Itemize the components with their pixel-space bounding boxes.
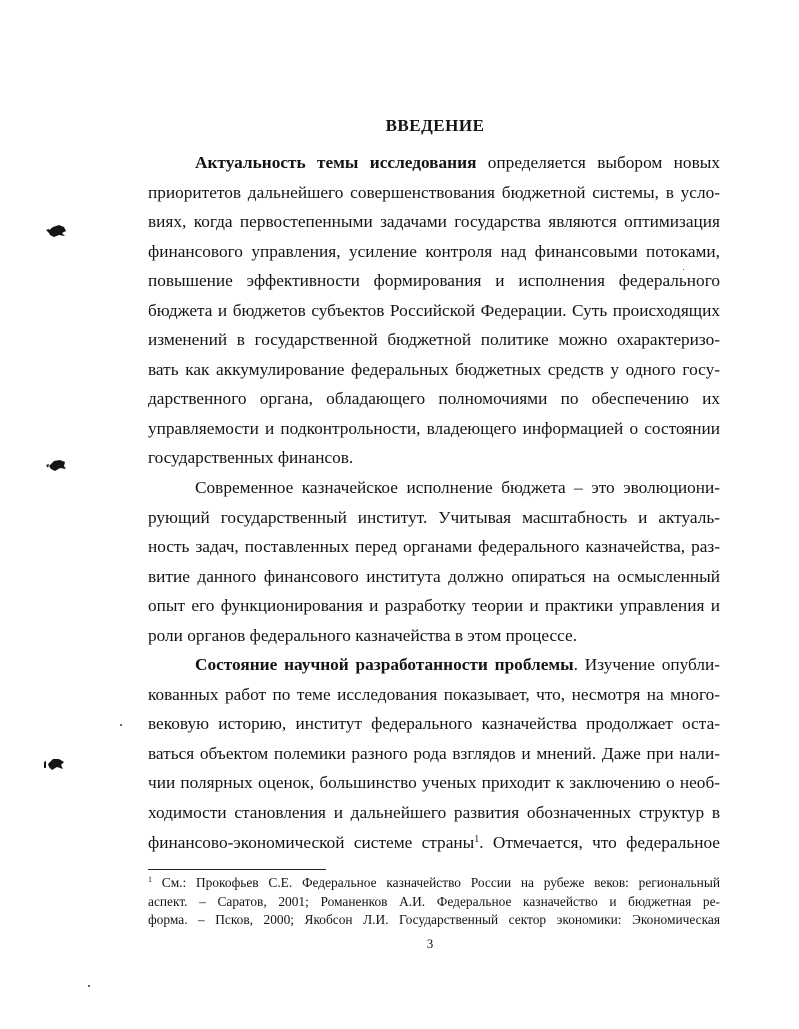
- text-line: витие данного финансового института должно опираться на осмысленный: [148, 566, 720, 586]
- line-text: . Отмечается, что федеральное: [479, 832, 720, 852]
- footnote-line: форма. – Псков, 2000; Якобсон Л.И. Государственный сектор экономики: Экономическая: [148, 912, 720, 928]
- text-line: изменений в государственной бюджетной политике можно охарактеризо-: [148, 330, 720, 350]
- line-text: финансово-экономической системе страны: [148, 832, 475, 852]
- text-line: Современное казначейское исполнение бюджета – это эволюциони-: [195, 478, 720, 498]
- footnote-ref[interactable]: 1: [474, 833, 480, 845]
- text-line: чии полярных оценок, большинство ученых приходит к заключению о необ-: [148, 773, 720, 793]
- footnote-number: 1: [148, 875, 152, 884]
- margin-mark-icon: [46, 458, 68, 472]
- scan-speck: [683, 269, 684, 270]
- bold-heading-research-state: Состояние научной разработанности проблемы: [195, 655, 574, 675]
- text-line: роли органов федерального казначейства в этом процессе.: [148, 625, 578, 645]
- text-line: дарственного органа, обладающего полномочиями по обеспечению их: [148, 389, 720, 409]
- text-line: ходимости становления и дальнейшего развития обозначенных структур в: [148, 803, 720, 823]
- margin-mark-icon: [46, 224, 68, 238]
- text-line: финансового управления, усиление контроля над финансовыми потоками,: [148, 241, 720, 261]
- text-line: повышение эффективности формирования и исполнения федерального: [148, 271, 720, 291]
- margin-mark-icon: [44, 757, 66, 771]
- text-line: ность задач, поставленных перед органами федерального казначейства, раз-: [148, 537, 720, 557]
- text-line: виях, когда первостепенными задачами государства являются оптимизация: [148, 212, 720, 232]
- scan-speck: [88, 985, 90, 987]
- footnote-line: аспект. – Саратов, 2001; Романенков А.И. Федеральное казначейство и бюджетная ре-: [148, 893, 720, 909]
- footnote-separator: [148, 869, 326, 870]
- scan-speck: [120, 724, 122, 726]
- footnote-text: См.: Прокофьев С.Е. Федеральное казначейство России на рубеже веков: региональный: [152, 875, 720, 890]
- page-number: 3: [426, 936, 434, 951]
- text-line: кованных работ по теме исследования показывает, что, несмотря на много-: [148, 684, 720, 704]
- text-line: вековую историю, институт федерального казначейства продолжает оста-: [148, 714, 720, 734]
- text-line: бюджета и бюджетов субъектов Российской Федерации. Суть происходящих: [148, 300, 720, 320]
- bold-heading-relevance: Актуальность темы исследования: [195, 153, 477, 172]
- text-line: рующий государственный институт. Учитывая масштабность и актуаль-: [148, 507, 720, 527]
- paragraph-relevance: [148, 148, 720, 473]
- paragraph-treasury: [148, 473, 720, 650]
- text-line: [148, 148, 720, 178]
- line-text: определяется выбором новых: [476, 153, 720, 172]
- text-line: опыт его функционирования и разработку теории и практики управления и: [148, 596, 720, 616]
- text-line: [148, 650, 720, 680]
- text-line: приоритетов дальнейшего совершенствования бюджетной системы, в усло-: [148, 182, 720, 202]
- paragraph-research-state: [148, 650, 720, 857]
- line-text: . Изучение опубли-: [573, 655, 720, 675]
- text-line: государственных финансов.: [148, 448, 354, 468]
- page-title: ВВЕДЕНИЕ: [385, 116, 485, 135]
- text-line: вать как аккумулирование федеральных бюджетных средств у одного госу-: [148, 359, 720, 379]
- main-text: [148, 148, 720, 857]
- text-line: ваться объектом полемики разного рода взглядов и мнений. Даже при нали-: [148, 743, 720, 763]
- text-line: [148, 828, 720, 858]
- footnote-line: [148, 874, 720, 893]
- text-line: управляемости и подконтрольности, владеющего информацией о состоянии: [148, 418, 720, 438]
- footnotes: [148, 874, 720, 930]
